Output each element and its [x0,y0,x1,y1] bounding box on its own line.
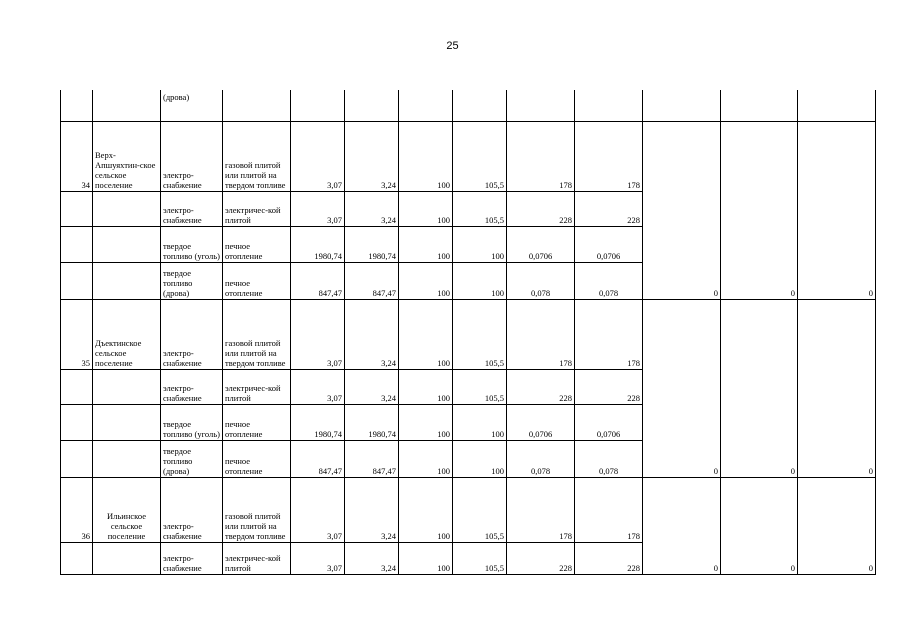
percent-value: 100 [399,121,453,191]
settlement-name: Ильинское сельское поселение [93,477,161,542]
percent-value: 100 [399,404,453,440]
tariff-value: 1980,74 [345,404,399,440]
heating-method: электричес-кой плитой [223,191,291,226]
tariff-value: 847,47 [291,440,345,477]
heating-method: газовой плитой или плитой на твердом топливе [223,477,291,542]
norm-value: 178 [507,299,575,369]
percent-value: 100 [399,369,453,404]
tariff-value: 3,24 [345,299,399,369]
supply-type: твердое топливо (уголь) [161,226,223,262]
supply-type: электро-снабжение [161,542,223,574]
percent-value: 100 [399,299,453,369]
tariff-value: 3,24 [345,121,399,191]
value-cell [453,90,507,121]
aggregate-value: 0 [798,299,876,477]
tariff-value: 3,07 [291,191,345,226]
norm-value: 0,078 [507,262,575,299]
supply-type: твердое топливо (дрова) [161,262,223,299]
idx-cell [61,90,93,121]
percent-value: 105,5 [453,369,507,404]
agg-cell [643,90,721,121]
percent-value: 105,5 [453,477,507,542]
value-cell [345,90,399,121]
percent-value: 105,5 [453,121,507,191]
settlement-cell [93,226,161,262]
norm-value: 178 [575,299,643,369]
idx-cell [61,542,93,574]
settlement-cell [93,90,161,121]
tariff-value: 1980,74 [291,404,345,440]
settlement-cell [93,542,161,574]
percent-value: 105,5 [453,542,507,574]
percent-value: 100 [399,542,453,574]
aggregate-value: 0 [721,121,798,299]
norm-value: 0,0706 [507,226,575,262]
percent-value: 100 [399,226,453,262]
idx-cell [61,369,93,404]
settlement-cell [93,440,161,477]
value-cell [575,90,643,121]
percent-value: 100 [453,262,507,299]
row-index: 36 [61,477,93,542]
settlement-cell [93,404,161,440]
row-index: 34 [61,121,93,191]
tariff-value: 3,07 [291,369,345,404]
supply-type: твердое топливо (уголь) [161,404,223,440]
norm-value: 0,0706 [575,404,643,440]
norm-value: 228 [507,369,575,404]
table-row [61,121,876,191]
tariff-value: 1980,74 [291,226,345,262]
aggregate-value: 0 [798,121,876,299]
tariff-value: 3,07 [291,477,345,542]
norm-value: 0,0706 [507,404,575,440]
percent-value: 100 [453,440,507,477]
norm-value: 178 [575,121,643,191]
tariff-value: 847,47 [345,262,399,299]
supply-type: электро-снабжение [161,477,223,542]
aggregate-value: 0 [643,477,721,574]
settlement-cell [93,369,161,404]
norm-value: 178 [507,121,575,191]
page-number: 25 [446,40,459,52]
settlement-name: Верх-Апшуяхтин-ское сельское поселение [93,121,161,191]
tariff-value: 3,07 [291,299,345,369]
percent-value: 100 [453,404,507,440]
tariff-value: 3,24 [345,191,399,226]
method-cell [223,90,291,121]
norm-value: 0,078 [507,440,575,477]
supply-type: электро-снабжение [161,121,223,191]
idx-cell [61,191,93,226]
idx-cell [61,226,93,262]
norm-value: 228 [507,542,575,574]
table-row [61,90,876,121]
percent-value: 100 [399,262,453,299]
table-row [61,477,876,542]
aggregate-value: 0 [798,477,876,574]
settlement-cell [93,262,161,299]
supply-type: электро-снабжение [161,299,223,369]
heating-method: электричес-кой плитой [223,542,291,574]
norm-value: 0,078 [575,440,643,477]
norm-value: 228 [575,369,643,404]
agg-cell [798,90,876,121]
tariff-value: 3,07 [291,121,345,191]
heating-method: печное отопление [223,404,291,440]
norm-value: 178 [507,477,575,542]
norm-value: 228 [575,191,643,226]
norm-value: 228 [507,191,575,226]
supply-type: электро-снабжение [161,369,223,404]
aggregate-value: 0 [721,299,798,477]
norm-value: 0,078 [575,262,643,299]
percent-value: 105,5 [453,191,507,226]
settlement-name: Дъектинское сельское поселение [93,299,161,369]
tariff-value: 3,24 [345,542,399,574]
table-row [61,299,876,369]
tariff-value: 3,24 [345,477,399,542]
norm-value: 228 [575,542,643,574]
settlement-cell [93,191,161,226]
value-cell [291,90,345,121]
idx-cell [61,262,93,299]
heating-method: газовой плитой или плитой на твердом топливе [223,121,291,191]
tariff-value: 847,47 [291,262,345,299]
value-cell [507,90,575,121]
heating-method: печное отопление [223,226,291,262]
tariff-value: 847,47 [345,440,399,477]
percent-value: 105,5 [453,299,507,369]
norm-value: 178 [575,477,643,542]
tariff-table [60,90,876,575]
row-index: 35 [61,299,93,369]
norm-value: 0,0706 [575,226,643,262]
supply-cell: (дрова) [161,90,223,121]
percent-value: 100 [399,440,453,477]
agg-cell [721,90,798,121]
supply-type: электро-снабжение [161,191,223,226]
heating-method: газовой плитой или плитой на твердом топливе [223,299,291,369]
heating-method: печное отопление [223,440,291,477]
heating-method: электричес-кой плитой [223,369,291,404]
aggregate-value: 0 [643,299,721,477]
tariff-value: 1980,74 [345,226,399,262]
percent-value: 100 [453,226,507,262]
idx-cell [61,440,93,477]
percent-value: 100 [399,191,453,226]
tariff-value: 3,07 [291,542,345,574]
heating-method: печное отопление [223,262,291,299]
aggregate-value: 0 [721,477,798,574]
value-cell [399,90,453,121]
tariff-value: 3,24 [345,369,399,404]
idx-cell [61,404,93,440]
percent-value: 100 [399,477,453,542]
aggregate-value: 0 [643,121,721,299]
supply-type: твердое топливо (дрова) [161,440,223,477]
